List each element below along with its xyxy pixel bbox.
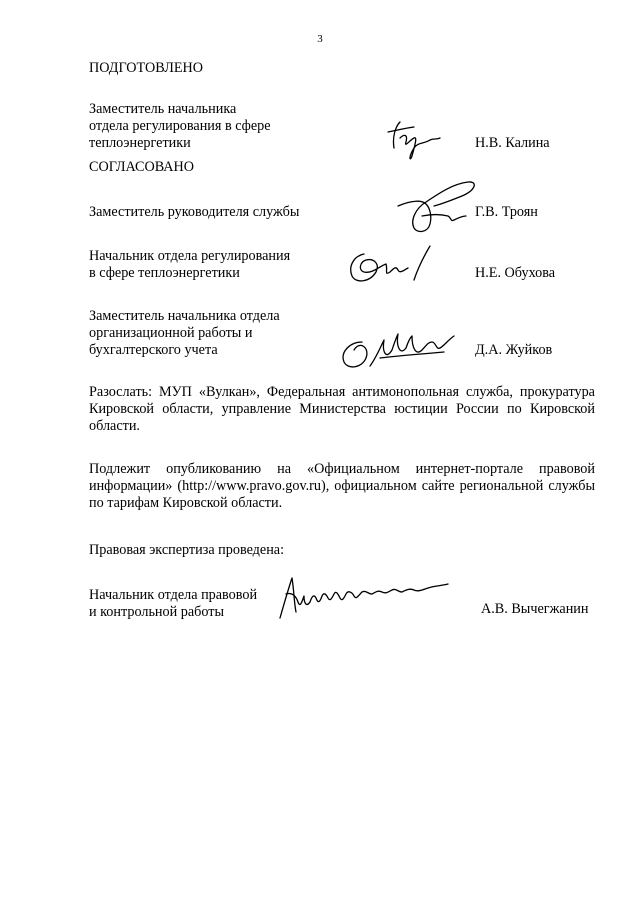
agreed-heading: СОГЛАСОВАНО [89,159,195,175]
signatory-role-troyan: Заместитель руководителя службы [89,204,300,220]
signatory-name-obukhova: Н.Е. Обухова [475,265,556,281]
signature-zhuikov [336,328,460,372]
expertise-note: Правовая экспертиза проведена: [89,542,285,558]
signatory-role-vychegzhanin: Начальник отдела правовой и контрольной работы [89,587,258,620]
page-number: 3 [317,33,323,45]
signatory-name-troyan: Г.В. Троян [475,204,538,220]
publication-paragraph: Подлежит опубликованию на «Официальном интернет-портале правовой информации» (http://www.pravo.gov.ru), официальном сайте региональной службы по тарифам Кировской области. [89,461,595,511]
signatory-role-zhuikov: Заместитель начальника отдела организационной работы и бухгалтерского учета [89,308,280,358]
signatory-role-kalina: Заместитель начальника отдела регулирования в сфере теплоэнергетики [89,101,271,151]
signatory-name-vychegzhanin: А.В. Вычегжанин [481,601,589,617]
signatory-name-kalina: Н.В. Калина [475,135,550,151]
signature-troyan [392,176,480,240]
signature-vychegzhanin [272,572,454,622]
prepared-heading: ПОДГОТОВЛЕНО [89,60,203,76]
signature-obukhova [344,240,436,290]
signature-kalina [384,118,446,164]
distribution-paragraph: Разослать: МУП «Вулкан», Федеральная антимонопольная служба, прокуратура Кировской области, управление Министерства юстиции России по Кировской области. [89,384,595,434]
signatory-role-obukhova: Начальник отдела регулирования в сфере теплоэнергетики [89,248,291,281]
signatory-name-zhuikov: Д.А. Жуйков [475,342,553,358]
